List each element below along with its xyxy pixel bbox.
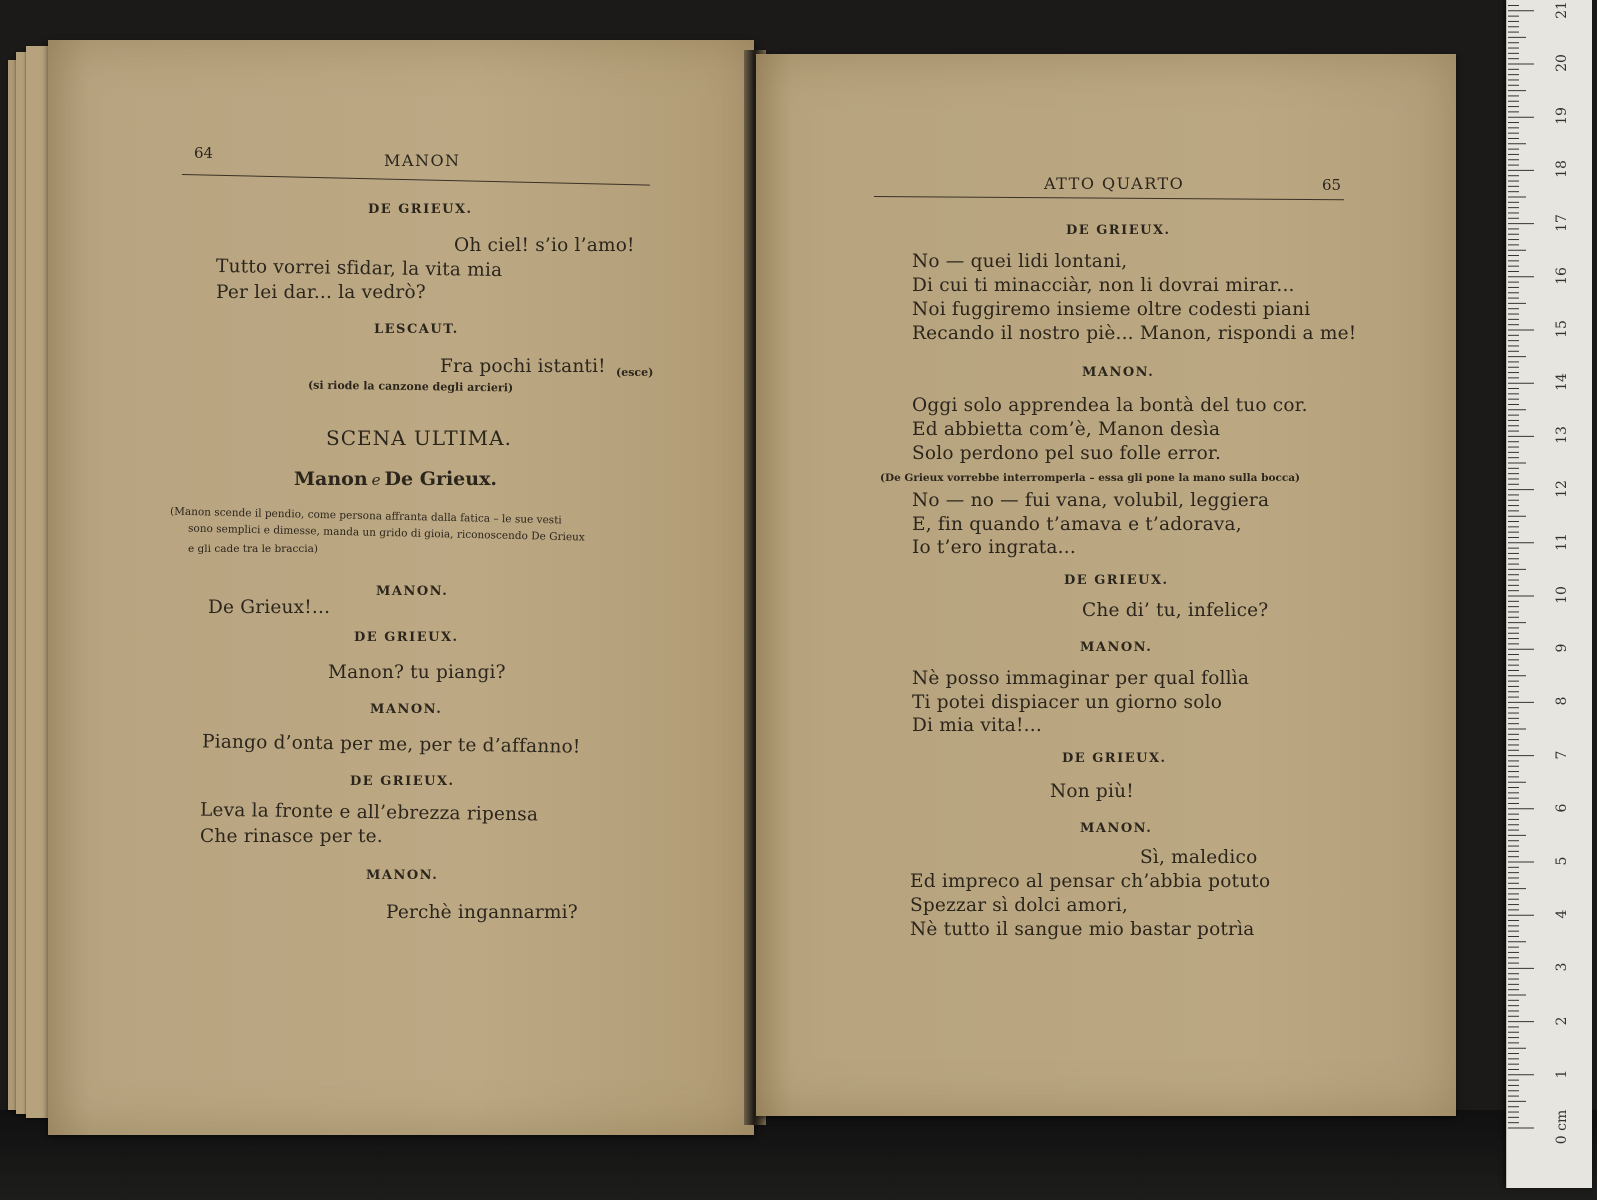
speaker-name: MANON. xyxy=(370,702,443,717)
ruler-label: 19 xyxy=(1554,107,1570,126)
verse-line: Io t’ero ingrata... xyxy=(912,537,1076,558)
verse-line: Per lei dar... la vedrò? xyxy=(216,282,426,303)
stage-direction: sono semplici e dimesse, manda un grido di gioia, riconoscendo De Grieux xyxy=(187,522,585,544)
ruler-label: 8 xyxy=(1554,696,1570,706)
verse-line: Nè posso immaginar per qual follìa xyxy=(912,668,1250,689)
ruler-label: 21 xyxy=(1554,0,1570,19)
verse-line: Fra pochi istanti! xyxy=(440,356,606,377)
verse-line: De Grieux!... xyxy=(208,597,331,618)
ruler-label: 2 xyxy=(1554,1016,1570,1026)
verse-line: Recando il nostro piè... Manon, rispondi a me! xyxy=(912,323,1357,344)
verse-line: Nè tutto il sangue mio bastar potrìa xyxy=(910,919,1255,940)
ruler-label: 7 xyxy=(1554,750,1570,760)
ruler-label: 20 xyxy=(1554,54,1570,72)
verse-line: Non più! xyxy=(1050,781,1134,802)
speaker-name: DE GRIEUX. xyxy=(1062,751,1167,766)
stage-direction: (De Grieux vorrebbe interromperla – essa gli pone la mano sulla bocca) xyxy=(880,472,1301,484)
ruler-label: 13 xyxy=(1554,426,1570,445)
speaker-name: DE GRIEUX. xyxy=(368,202,473,217)
verse-line: Ti potei dispiacer un giorno solo xyxy=(912,692,1223,713)
ruler-label: 9 xyxy=(1554,643,1570,653)
ruler-label: 6 xyxy=(1554,803,1570,813)
ruler-label: 1 xyxy=(1554,1069,1570,1079)
speaker-name: MANON. xyxy=(376,584,449,599)
verse-line: Manon? tu piangi? xyxy=(328,662,506,683)
running-head: ATTO QUARTO xyxy=(1044,174,1185,193)
verse-line: Ed impreco al pensar ch’abbia potuto xyxy=(910,871,1271,892)
verse-line: Di cui ti minacciàr, non li dovrai mirar... xyxy=(912,275,1295,296)
verse-line: E, fin quando t’amava e t’adorava, xyxy=(912,514,1242,535)
speaker-name: LESCAUT. xyxy=(374,322,459,337)
characters-heading xyxy=(294,468,497,490)
stage-direction: (si riode la canzone degli arcieri) xyxy=(307,378,514,395)
verse-line: Oh ciel! s’io l’amo! xyxy=(454,235,635,256)
ruler-label: 15 xyxy=(1554,320,1570,338)
ruler-label: 10 xyxy=(1554,586,1570,604)
ruler-ticks xyxy=(1507,0,1592,1188)
ruler-label: 12 xyxy=(1554,479,1570,498)
verse-line: Oggi solo apprendea la bontà del tuo cor. xyxy=(912,395,1308,416)
header-rule xyxy=(182,174,650,186)
header-rule xyxy=(874,196,1344,200)
verse-line: Che rinasce per te. xyxy=(200,826,383,847)
speaker-name: DE GRIEUX. xyxy=(354,630,459,645)
verse-line: Leva la fronte e all’ebrezza ripensa xyxy=(199,799,539,826)
speaker-name: DE GRIEUX. xyxy=(350,774,455,789)
page-number: 65 xyxy=(1322,176,1342,194)
verse-line: Di mia vita!... xyxy=(912,715,1042,736)
ruler-label: 5 xyxy=(1554,856,1570,866)
character-name: De Grieux. xyxy=(384,468,498,490)
ruler-label: 17 xyxy=(1554,213,1570,232)
speaker-name: MANON. xyxy=(366,868,439,883)
left-page xyxy=(48,40,754,1135)
running-head: MANON xyxy=(384,151,461,170)
speaker-name: MANON. xyxy=(1082,365,1155,380)
right-page xyxy=(756,54,1456,1116)
ruler-label: 18 xyxy=(1554,160,1570,179)
ruler-label: 0 cm xyxy=(1554,1109,1570,1145)
verse-line: Spezzar sì dolci amori, xyxy=(910,895,1129,916)
stage-direction: (Manon scende il pendio, come persona affranta dalla fatica – le sue vesti xyxy=(169,505,562,527)
verse-line: Sì, maledico xyxy=(1140,847,1258,868)
verse-line: Perchè ingannarmi? xyxy=(386,902,578,923)
speaker-name: MANON. xyxy=(1080,821,1153,836)
verse-line: Ed abbietta com’è, Manon desìa xyxy=(912,419,1221,440)
verse-line: Noi fuggiremo insieme oltre codesti piani xyxy=(912,299,1311,320)
verse-line: Che di’ tu, infelice? xyxy=(1082,600,1269,621)
page-number: 64 xyxy=(194,144,214,162)
stage-direction: e gli cade tra le braccia) xyxy=(188,543,318,555)
speaker-name: DE GRIEUX. xyxy=(1064,573,1169,588)
ruler-label: 3 xyxy=(1554,962,1570,972)
ruler-label: 14 xyxy=(1554,373,1570,392)
character-name: Manon xyxy=(294,468,368,490)
verse-line: No — no — fui vana, volubil, leggiera xyxy=(912,490,1270,511)
measuring-ruler xyxy=(1506,0,1592,1188)
scene-title: SCENA ULTIMA. xyxy=(326,426,512,450)
ruler-label: 16 xyxy=(1554,266,1570,285)
verse-line: Solo perdono pel suo folle error. xyxy=(912,443,1222,464)
verse-line: No — quei lidi lontani, xyxy=(912,251,1128,272)
stage-direction: (esce) xyxy=(616,366,654,379)
conjunction: e xyxy=(371,471,381,489)
verse-line: Tutto vorrei sfidar, la vita mia xyxy=(215,256,503,281)
speaker-name: DE GRIEUX. xyxy=(1066,223,1171,238)
verse-line: Piango d’onta per me, per te d’affanno! xyxy=(201,731,581,758)
ruler-label: 11 xyxy=(1554,532,1570,551)
speaker-name: MANON. xyxy=(1080,640,1153,655)
ruler-label: 4 xyxy=(1554,909,1570,919)
